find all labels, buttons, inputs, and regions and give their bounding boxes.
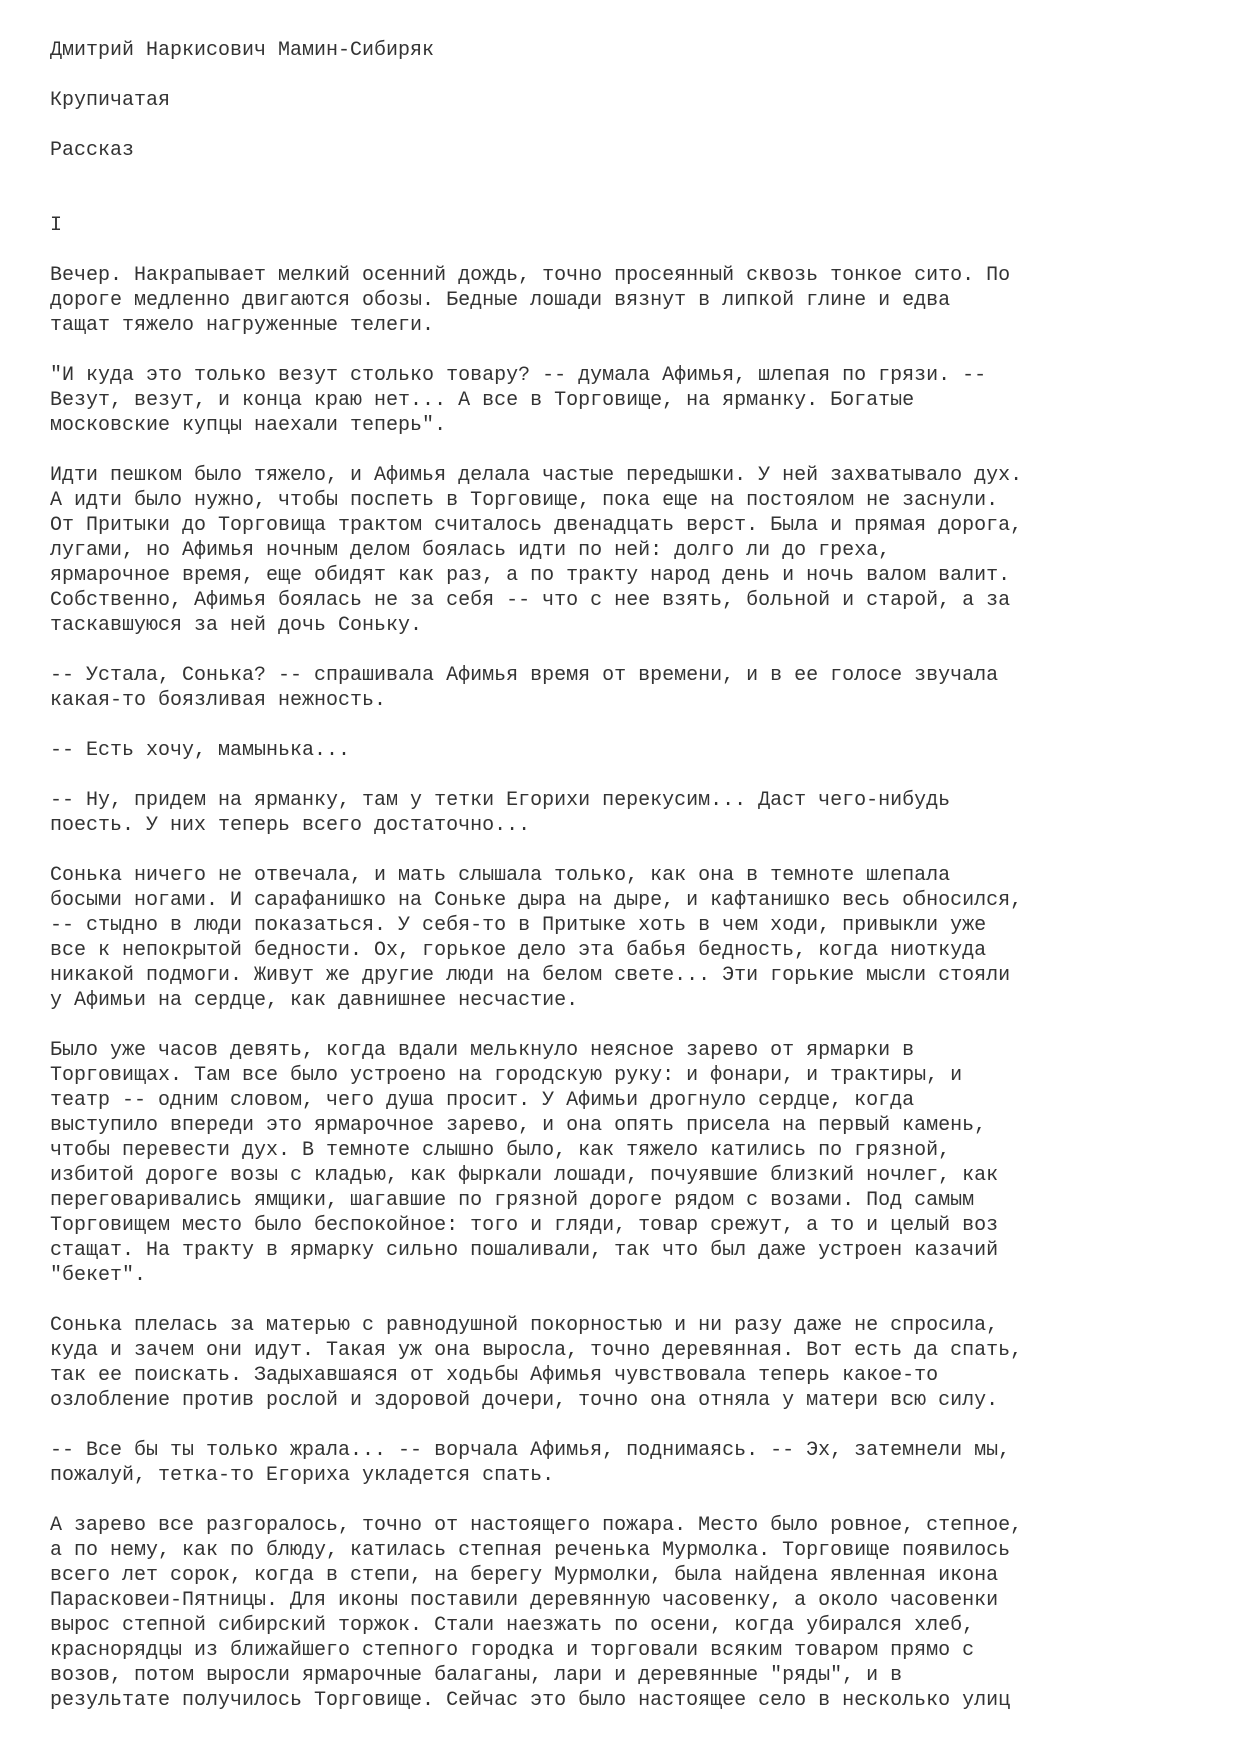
paragraph: -- Устала, Сонька? -- спрашивала Афимья время от времени, и в ее голосе звучала какая-то боязливая нежность. <box>50 664 999 712</box>
paragraph: -- Ну, придем на ярманку, там у тетки Егорихи перекусим... Даст чего-нибудь поесть. У них теперь всего достаточно... <box>50 789 951 837</box>
chapter-number: I <box>50 214 63 237</box>
paragraph: Сонька ничего не отвечала, и мать слышала только, как она в темноте шлепала босыми ногами. И сарафанишко на Соньке дыра на дыре, и кафтанишко весь обносился, -- стыдно в люди показаться. У себя-то в Притыке хоть в чем ходи, привыкли уже все к непокрытой бедности. Ох, горькое дело эта бабья бедность, когда ниоткуда никакой подмоги. Живут же другие люди на белом свете... Эти горькие мысли стояли у Афимьи на сердце, как давнишнее несчастие. <box>50 864 1023 1012</box>
paragraph: Вечер. Накрапывает мелкий осенний дождь, точно просеянный сквозь тонкое сито. По дороге медленно двигаются обозы. Бедные лошади вязнут в липкой глине и едва тащат тяжело нагруженные телеги. <box>50 264 1011 337</box>
genre-line: Рассказ <box>50 139 135 162</box>
paragraph: А зарево все разгоралось, точно от настоящего пожара. Место было ровное, степное, а по нему, как по блюду, катилась степная реченька Мурмолка. Торговище появилось всего лет сорок, когда в степи, на берегу Мурмолки, была найдена явленная икона Парасковеи-Пятницы. Для иконы поставили деревянную часовенку, а около часовенки вырос степной сибирский торжок. Стали наезжать по осени, когда убирался хлеб, краснорядцы из ближайшего степного городка и торговали всяким товаром прямо с возов, потом выросли ярмарочные балаганы, лари и деревянные "ряды", и в результате получилось Торговище. Сейчас это было настоящее село в несколько улиц <box>50 1514 1023 1712</box>
paragraph: -- Все бы ты только жрала... -- ворчала Афимья, поднимаясь. -- Эх, затемнели мы, пожалуй, тетка-то Егориха укладется спать. <box>50 1439 1011 1487</box>
paragraph: Было уже часов девять, когда вдали мелькнуло неясное зарево от ярмарки в Торговищах. Там все было устроено на городскую руку: и фонари, и трактиры, и театр -- одним словом, чего душа просит. У Афимьи дрогнуло сердце, когда выступило впереди это ярмарочное зарево, и она опять присела на первый камень, чтобы перевести дух. В темноте слышно было, как тяжело катились по грязной, избитой дороге возы с кладью, как фыркали лошади, почуявшие близкий ночлег, как переговаривались ямщики, шагавшие по грязной дороге рядом с возами. Под самым Торговищем место было беспокойное: того и гляди, товар срежут, а то и целый воз стащат. На тракту в ярмарку сильно пошаливали, так что был даже устроен казачий "бекет". <box>50 1039 999 1287</box>
paragraph: "И куда это только везут столько товару? -- думала Афимья, шлепая по грязи. -- Везут, везут, и конца краю нет... А все в Торговище, на ярманку. Богатые московские купцы наехали теперь". <box>50 364 987 437</box>
paragraph: Сонька плелась за матерью с равнодушной покорностью и ни разу даже не спросила, куда и зачем они идут. Такая уж она выросла, точно деревянная. Вот есть да спать, так ее поискать. Задыхавшаяся от ходьбы Афимья чувствовала теперь какое-то озлобление против рослой и здоровой дочери, точно она отняла у матери всю силу. <box>50 1314 1023 1412</box>
author-line: Дмитрий Наркисович Мамин-Сибиряк <box>50 39 435 62</box>
story-body <box>50 263 1200 1713</box>
paragraph: -- Есть хочу, мамынька... <box>50 739 351 762</box>
document-page <box>50 38 1200 1713</box>
paragraph: Идти пешком было тяжело, и Афимья делала частые передышки. У ней захватывало дух. А идти было нужно, чтобы поспеть в Торговище, пока еще на постоялом не заснули. От Притыки до Торговища трактом считалось двенадцать верст. Была и прямая дорога, лугами, но Афимья ночным делом боялась идти по ней: долго ли до греха, ярмарочное время, еще обидят как раз, а по тракту народ день и ночь валом валит. Собственно, Афимья боялась не за себя -- что с нее взять, больной и старой, а за таскавшуюся за ней дочь Соньку. <box>50 464 1023 637</box>
story-title: Крупичатая <box>50 89 171 112</box>
